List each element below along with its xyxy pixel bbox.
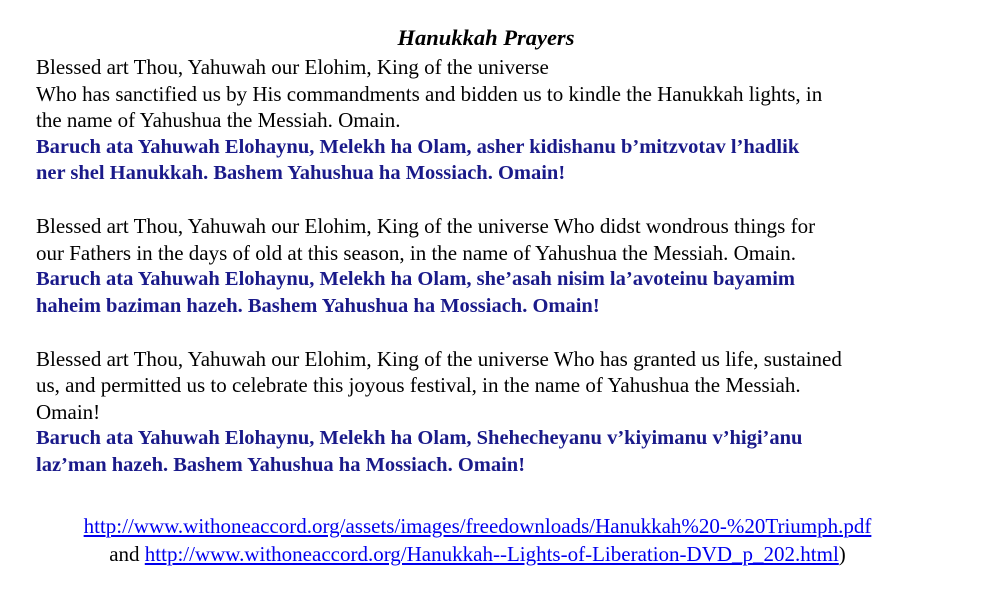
prayer-1-english: Blessed art Thou, Yahuwah our Elohim, King of the universe Who has sanctified us by His commandments and bidden us to kindle the Hanukkah lights, in the name of Yahushua the Messiah. Omain. xyxy=(36,55,823,132)
page-title: Hanukkah Prayers xyxy=(397,25,575,50)
prayer-block-3 xyxy=(36,346,956,479)
paragraph-spacer xyxy=(36,319,956,346)
prayer-3-english: Blessed art Thou, Yahuwah our Elohim, King of the universe Who has granted us life, sustained us, and permitted us to celebrate this joyous festival, in the name of Yahushua the Messiah. Omain! xyxy=(36,346,842,424)
prayer-block-2 xyxy=(36,213,956,319)
source-links xyxy=(0,512,955,568)
prayer-3-transliteration: Baruch ata Yahuwah Elohaynu, Melekh ha Olam, Shehecheyanu v’kiyimanu v’higi’anu laz’man hazeh. Bashem Yahushua ha Mossiach. Omain! xyxy=(36,427,803,476)
prayer-2-transliteration: Baruch ata Yahuwah Elohaynu, Melekh ha Olam, she’asah nisim la’avoteinu bayamim haheim baziman hazeh. Bashem Yahushua ha Mossiach. Omain! xyxy=(36,268,795,317)
document-body xyxy=(36,22,956,478)
source-link-dvd[interactable]: http://www.withoneaccord.org/Hanukkah--Lights-of-Liberation-DVD_p_202.html xyxy=(144,542,839,566)
source-link-pdf[interactable]: http://www.withoneaccord.org/assets/images/freedownloads/Hanukkah%20-%20Triumph.pdf xyxy=(83,514,872,538)
source-line-2 xyxy=(0,540,955,568)
prayer-1-transliteration: Baruch ata Yahuwah Elohaynu, Melekh ha Olam, asher kidishanu b’mitzvotav l’hadlik ner shel Hanukkah. Bashem Yahushua ha Mossiach. Omain! xyxy=(36,135,800,184)
source-connector: and xyxy=(109,542,145,566)
prayer-block-1 xyxy=(36,54,956,187)
closing-paren: ) xyxy=(838,542,846,566)
source-line-1 xyxy=(0,512,955,540)
prayer-2-english: Blessed art Thou, Yahuwah our Elohim, King of the universe Who didst wondrous things for our Fathers in the days of old at this season, in the name of Yahushua the Messiah. Omain. xyxy=(36,214,816,265)
paragraph-spacer xyxy=(36,187,956,214)
